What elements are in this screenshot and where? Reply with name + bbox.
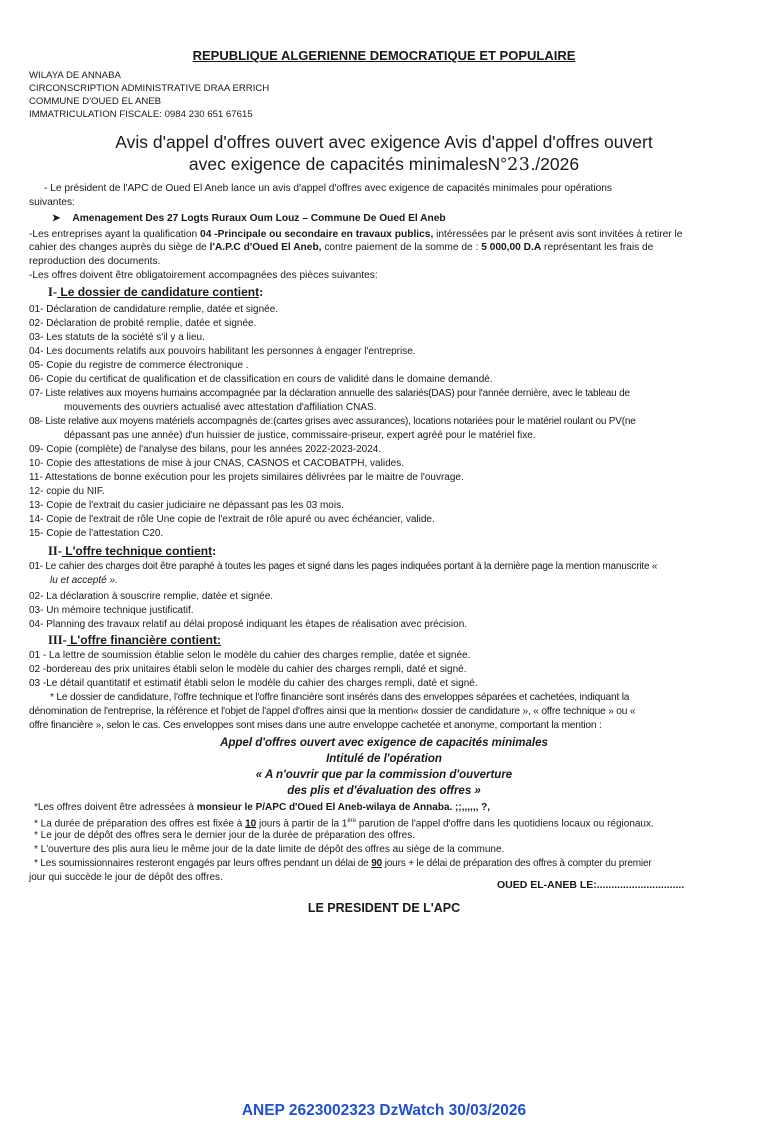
list-item: 01- Le cahier des charges doit être paraphé à toutes les pages et signé dans les pages indiquées portant à la dernière page la mention manuscrite « (29, 561, 658, 572)
qualification-line2 (29, 241, 653, 254)
president-signature: LE PRESIDENT DE L'APC (307, 901, 461, 915)
section2-numeral: II- (48, 544, 62, 558)
duration-days: 10 (245, 818, 257, 830)
qualification-line1 (29, 228, 682, 241)
superscript: ère (347, 818, 357, 824)
list-item-continuation: mouvements des ouvriers actualisé avec attestation d'affiliation CNAS. (64, 402, 377, 413)
list-item-continuation: lu et accepté ». (50, 575, 118, 586)
bullet-text: parution de l'appel d'offre dans les quotidiens locaux ou régionaux. (356, 818, 654, 830)
list-item: 15- Copie de l'attestation C20. (29, 528, 164, 539)
section1-colon: : (259, 285, 264, 299)
bullet-text: * Les soumissionnaires resteront engagés par leurs offres pendant un délai de (34, 858, 372, 869)
notice-number: 23 (507, 155, 531, 175)
header-fiscal-id: IMMATRICULATION FISCALE: 0984 230 651 67615 (29, 109, 253, 120)
qual-text: cahier des changes auprès du siège de (29, 242, 210, 253)
list-item: 02 -bordereau des prix unitaires établi selon le modèle du cahier des charges rempli, daté et signé. (29, 664, 467, 675)
section1-numeral: I- (48, 285, 58, 299)
list-item: 14- Copie de l'extrait de rôle Une copie de l'extrait de rôle apuré ou avec échéancier, valide. (29, 514, 435, 525)
list-item: 06- Copie du certificat de qualification et de classification en cours de validité dans le domaine demandé. (29, 374, 493, 385)
arrow-bullet-icon: ➤ (52, 213, 61, 224)
list-item: 05- Copie du registre de commerce électronique . (29, 360, 249, 371)
list-item-continuation: dépassant pas une année) d'un huissier de justice, commissaire-priseur, expert agréé pour le matériel fixe. (64, 430, 536, 441)
qual-text: représentant les frais de (541, 242, 654, 253)
envelope-line1: * Le dossier de candidature, l'offre technique et l'offre financière sont insérés dans des enveloppes séparées et cachetées, indiquant la (50, 692, 630, 703)
qual-text: intéressées par le présent avis sont invitées à retirer le (433, 229, 683, 240)
list-item: 11- Attestations de bonne exécution pour les projets similaires délivrées par le maitre de l'ouvrage. (29, 472, 464, 483)
section3-title: L'offre financière contient: (66, 633, 221, 647)
bullet-address (34, 801, 490, 814)
bullet-text: jours à partir de la 1 (256, 818, 348, 830)
qual-apc: l'A.P.C d'Oued El Aneb, (209, 242, 322, 253)
envelope-line3: offre financière », selon le cas. Ces enveloppes sont mises dans une autre enveloppe cachetée et anonyme, comportant la mention : (29, 720, 602, 731)
list-item: 07- Liste relatives aux moyens humains accompagnée par la déclaration annuelle des salariés(DAS) pour l'année dernière, avec le tableau de (29, 388, 630, 399)
list-item: 09- Copie (complète) de l'analyse des bilans, pour les années 2022-2023-2024. (29, 444, 382, 455)
bullet-text: * La durée de préparation des offres est fixée à (34, 818, 246, 830)
section1-heading (48, 285, 263, 300)
bullet-validity (34, 857, 652, 870)
title-suffix: ./2026 (530, 154, 580, 174)
mention-line1: Appel d'offres ouvert avec exigence de capacités minimales (220, 737, 548, 749)
bullet-text: jours + le délai de préparation des offres à compter du premier (382, 858, 652, 869)
list-item: 08- Liste relative aux moyens matériels accompagnés de:(cartes grises avec assurances), locations notariées pour le matériel roulant ou PV(ne (29, 416, 636, 427)
list-item: 12- copie du NIF. (29, 486, 105, 497)
bullet-text: *Les offres doivent être adressées à (34, 802, 197, 813)
header-wilaya: WILAYA DE ANNABA (29, 70, 121, 81)
list-item: 13- Copie de l'extrait du casier judiciaire ne dépassant pas les 03 mois. (29, 500, 344, 511)
section2-heading (48, 544, 216, 559)
envelope-line2: dénomination de l'entreprise, la référence et l'objet de l'appel d'offres ainsi que la mention« dossier de candidature », « offre technique » ou « (29, 706, 636, 717)
qual-category: 04 -Principale ou secondaire en travaux publics, (200, 229, 434, 240)
list-item: 04- Planning des travaux relatif au délai proposé indiquant les étapes de réalisation avec précision. (29, 619, 468, 630)
qualification-line4: -Les offres doivent être obligatoirement accompagnées des pièces suivantes: (29, 270, 378, 281)
section3-numeral: III- (48, 633, 67, 647)
qual-text: -Les entreprises ayant la qualification (29, 229, 201, 240)
header-circonscription: CIRCONSCRIPTION ADMINISTRATIVE DRAA ERRICH (29, 83, 270, 94)
section1-title: Le dossier de candidature contient (57, 285, 260, 299)
mention-line3: « A n'ouvrir que par la commission d'ouverture (255, 769, 513, 781)
list-item: 01 - La lettre de soumission établie selon le modèle du cahier des charges remplie, datée et signée. (29, 650, 471, 661)
intro-line1: - Le président de l'APC de Oued El Aneb lance un avis d'appel d'offres avec exigence de capacités minimales pour opérations (44, 183, 613, 194)
qual-amount: 5 000,00 D.A (481, 242, 542, 253)
bullet-validity-continuation: jour qui succède le jour de dépôt des offres. (29, 872, 223, 883)
bullet-recipient: monsieur le P/APC d'Oued El Aneb-wilaya de Annaba. ;;,,,,,, ?, (196, 802, 491, 813)
section2-colon: : (212, 544, 217, 558)
list-item: 03 -Le détail quantitatif et estimatif établi selon le modèle du cahier des charges rempli, daté et signé. (29, 678, 478, 689)
list-item: 04- Les documents relatifs aux pouvoirs habilitant les personnes à engager l'entreprise. (29, 346, 416, 357)
validity-days: 90 (371, 858, 383, 869)
list-item: 03- Un mémoire technique justificatif. (29, 605, 194, 616)
section3-heading (48, 633, 221, 648)
header-commune: COMMUNE D'OUED EL ANEB (29, 96, 162, 107)
notice-title-line1: Avis d'appel d'offres ouvert avec exigence Avis d'appel d'offres ouvert (115, 132, 653, 152)
notice-title-line2 (0, 153, 768, 176)
list-item: 03- Les statuts de la société s'il y a lieu. (29, 332, 205, 343)
project-line (52, 212, 446, 225)
section2-title: L'offre technique contient (61, 544, 213, 558)
intro-line2: suivantes: (29, 197, 75, 208)
bullet-deposit-day: * Le jour de dépôt des offres sera le dernier jour de la durée de préparation des offres. (34, 830, 415, 841)
republic-heading: REPUBLIQUE ALGERIENNE DEMOCRATIQUE ET POPULAIRE (192, 48, 576, 63)
project-title: Amenagement Des 27 Logts Ruraux Oum Louz – Commune De Oued El Aneb (72, 213, 446, 224)
qual-text: contre paiement de la somme de : (321, 242, 482, 253)
list-item: 10- Copie des attestations de mise à jour CNAS, CASNOS et CACOBATPH, valides. (29, 458, 404, 469)
list-item: 02- Déclaration de probité remplie, datée et signée. (29, 318, 257, 329)
mention-line4: des plis et d'évaluation des offres » (287, 785, 481, 797)
bullet-opening: * L'ouverture des plis aura lieu le même jour de la date limite de dépôt des offres au siège de la commune. (34, 844, 505, 855)
place-date-line: OUED EL-ANEB LE:.............................. (497, 879, 685, 891)
footer-reference: ANEP 2623002323 DzWatch 30/03/2026 (241, 1102, 527, 1119)
qualification-line3: reproduction des documents. (29, 256, 161, 267)
list-item: 01- Déclaration de candidature remplie, datée et signée. (29, 304, 279, 315)
title-prefix: avec exigence de capacités minimalesN° (188, 154, 508, 174)
list-item: 02- La déclaration à souscrire remplie, datée et signée. (29, 591, 274, 602)
mention-line2: Intitulé de l'opération (326, 753, 442, 765)
